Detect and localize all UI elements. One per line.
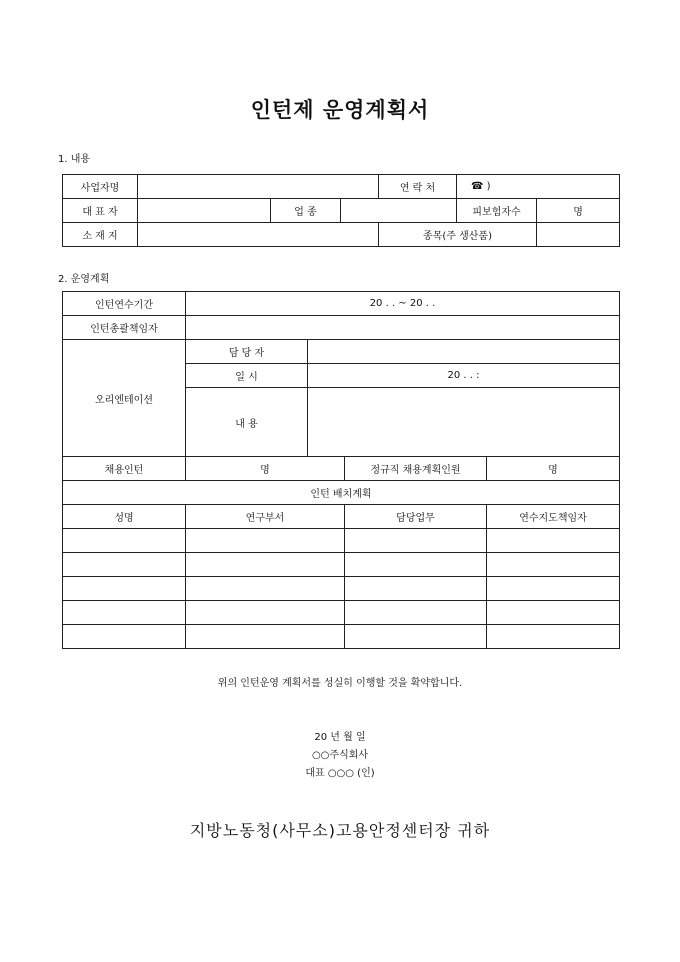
duty-cell[interactable]: [345, 601, 487, 625]
business-name-label: 사업자명: [63, 175, 138, 199]
supervisor-cell[interactable]: [487, 553, 620, 577]
name-cell[interactable]: [63, 601, 186, 625]
dept-cell[interactable]: [186, 553, 345, 577]
placement-header: 인턴 배치계획: [63, 481, 620, 505]
dept-cell[interactable]: [186, 601, 345, 625]
product-field[interactable]: [537, 223, 620, 247]
duty-cell[interactable]: [345, 553, 487, 577]
industry-field[interactable]: [341, 199, 457, 223]
supervisor-cell[interactable]: [487, 601, 620, 625]
content-label: 내 용: [186, 388, 308, 457]
datetime-field[interactable]: 20 . . :: [308, 364, 620, 388]
representative-field[interactable]: [138, 199, 271, 223]
signature-company: ○○주식회사: [311, 750, 369, 761]
contact-field[interactable]: ☎ ): [457, 175, 620, 199]
hire-field[interactable]: 명: [186, 457, 345, 481]
regular-field[interactable]: 명: [487, 457, 620, 481]
table-row: [63, 553, 620, 577]
orientation-label: 오리엔테이션: [63, 340, 186, 457]
supervisor-cell[interactable]: [487, 529, 620, 553]
person-field[interactable]: [308, 340, 620, 364]
address-label: 소 재 지: [63, 223, 138, 247]
table-row: [63, 625, 620, 649]
manager-field[interactable]: [186, 316, 620, 340]
dept-cell[interactable]: [186, 625, 345, 649]
table-row: [63, 601, 620, 625]
datetime-label: 일 시: [186, 364, 308, 388]
contact-label: 연 락 처: [379, 175, 457, 199]
column-header-duty: 담당업무: [345, 505, 487, 529]
duty-cell[interactable]: [345, 577, 487, 601]
supervisor-cell[interactable]: [487, 625, 620, 649]
duty-cell[interactable]: [345, 625, 487, 649]
column-header-dept: 연구부서: [186, 505, 345, 529]
product-label: 종목(주 생산품): [379, 223, 537, 247]
insured-field[interactable]: 명: [537, 199, 620, 223]
section-1-heading: 1. 내용: [58, 154, 91, 165]
industry-label: 업 종: [271, 199, 341, 223]
name-cell[interactable]: [63, 529, 186, 553]
name-cell[interactable]: [63, 625, 186, 649]
address-field[interactable]: [138, 223, 379, 247]
name-cell[interactable]: [63, 577, 186, 601]
table-row: [63, 577, 620, 601]
regular-label: 정규직 채용계획인원: [345, 457, 487, 481]
supervisor-cell[interactable]: [487, 577, 620, 601]
company-info-table: [62, 174, 620, 247]
manager-label: 인턴총괄책임자: [63, 316, 186, 340]
operation-plan-table: [62, 291, 620, 649]
name-cell[interactable]: [63, 553, 186, 577]
period-field[interactable]: 20 . . ~ 20 . .: [186, 292, 620, 316]
table-row: [63, 529, 620, 553]
column-header-name: 성명: [63, 505, 186, 529]
representative-label: 대 표 자: [63, 199, 138, 223]
column-header-supervisor: 연수지도책임자: [487, 505, 620, 529]
person-label: 담 당 자: [186, 340, 308, 364]
document-title: 인턴제 운영계획서: [250, 98, 430, 122]
duty-cell[interactable]: [345, 529, 487, 553]
signature-date: 20 년 월 일: [314, 732, 366, 743]
pledge-statement: 위의 인턴운영 계획서를 성실히 이행할 것을 확약합니다.: [217, 678, 463, 689]
insured-label: 피보험자수: [457, 199, 537, 223]
dept-cell[interactable]: [186, 577, 345, 601]
period-label: 인턴연수기간: [63, 292, 186, 316]
section-2-heading: 2. 운영계획: [58, 274, 110, 285]
content-field[interactable]: [308, 388, 620, 457]
business-name-field[interactable]: [138, 175, 379, 199]
signature-representative: 대표 ○○○ (인): [305, 768, 375, 779]
dept-cell[interactable]: [186, 529, 345, 553]
hire-label: 채용인턴: [63, 457, 186, 481]
addressee: 지방노동청(사무소)고용안정센터장 귀하: [189, 821, 491, 840]
